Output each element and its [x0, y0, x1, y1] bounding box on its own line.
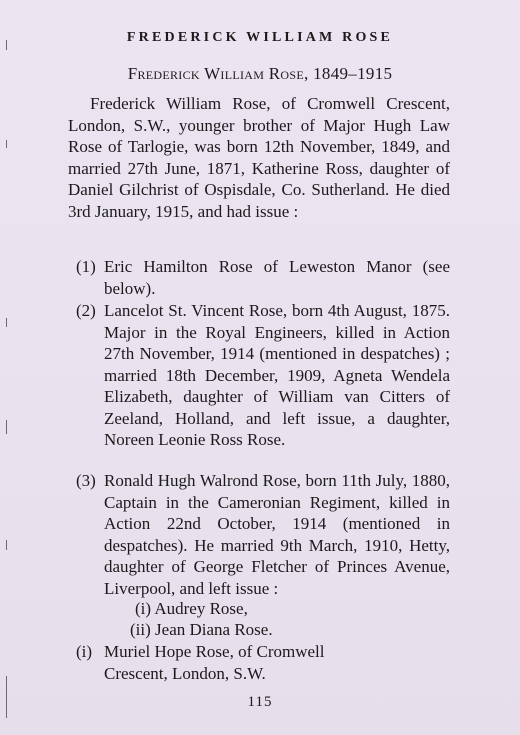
intro-paragraph: Frederick William Rose, of Cromwell Crescent, London, S.W., younger brother of Major Hugh Law Rose of Tarlogie, was born 12th November, 1849, and married 27th June, 1871, Katherine Ross, daughter of Daniel Gilchrist of Ospisdale, Co. Sutherland. He died 3rd January, 1915, and had issue :	[68, 94, 450, 221]
issue-number: (1)	[76, 257, 96, 276]
scan-edge-mark	[6, 318, 7, 327]
issue-number: (3)	[76, 471, 96, 490]
issue-number: (2)	[76, 301, 96, 320]
section-title	[0, 64, 520, 84]
issue-item-3	[76, 470, 450, 599]
intro-paragraph-block	[68, 93, 450, 222]
sub-issue-item-2	[130, 619, 273, 641]
issue-item-1	[76, 256, 450, 299]
scan-edge-mark	[6, 540, 7, 550]
sub-issue-name: Jean Diana Rose.	[155, 620, 273, 639]
sub-issue-number: (ii)	[130, 620, 151, 639]
issue-text: Ronald Hugh Walrond Rose, born 11th July, 1880, Captain in the Cameronian Regiment, killed in Action 22nd October, 1914 (mentioned in despatches). He married 9th March, 1910, Hetty, daughter of George Fletcher of Princes Avenue, Liverpool, and left issue :	[104, 471, 450, 598]
scan-edge-mark	[6, 140, 7, 148]
daughter-number: (i)	[76, 642, 93, 661]
issue-text: Lancelot St. Vincent Rose, born 4th August, 1875. Major in the Royal Engineers, killed in Action 27th November, 1914 (mentioned in despatches) ; married 18th December, 1909, Agneta Wendela Elizabeth, daughter of William van Citters of Zeeland, Holland, and left issue, a daughter, Noreen Leonie Ross Rose.	[104, 301, 450, 449]
sub-issue-name: Audrey Rose,	[154, 599, 248, 618]
scan-edge-mark	[6, 420, 7, 434]
section-title-name: Frederick William Rose,	[127, 64, 309, 83]
running-head: FREDERICK WILLIAM ROSE	[126, 30, 394, 45]
page-number: 115	[247, 694, 273, 710]
daughter-item	[76, 641, 376, 684]
issue-text: Eric Hamilton Rose of Leweston Manor (see below).	[104, 257, 450, 298]
daughter-text: Muriel Hope Rose, of Cromwell Crescent, London, S.W.	[104, 642, 325, 683]
issue-item-2	[76, 300, 450, 451]
section-title-dates: 1849–1915	[313, 64, 393, 83]
sub-issue-number: (i)	[135, 599, 152, 618]
sub-issue-item-1	[135, 598, 248, 620]
